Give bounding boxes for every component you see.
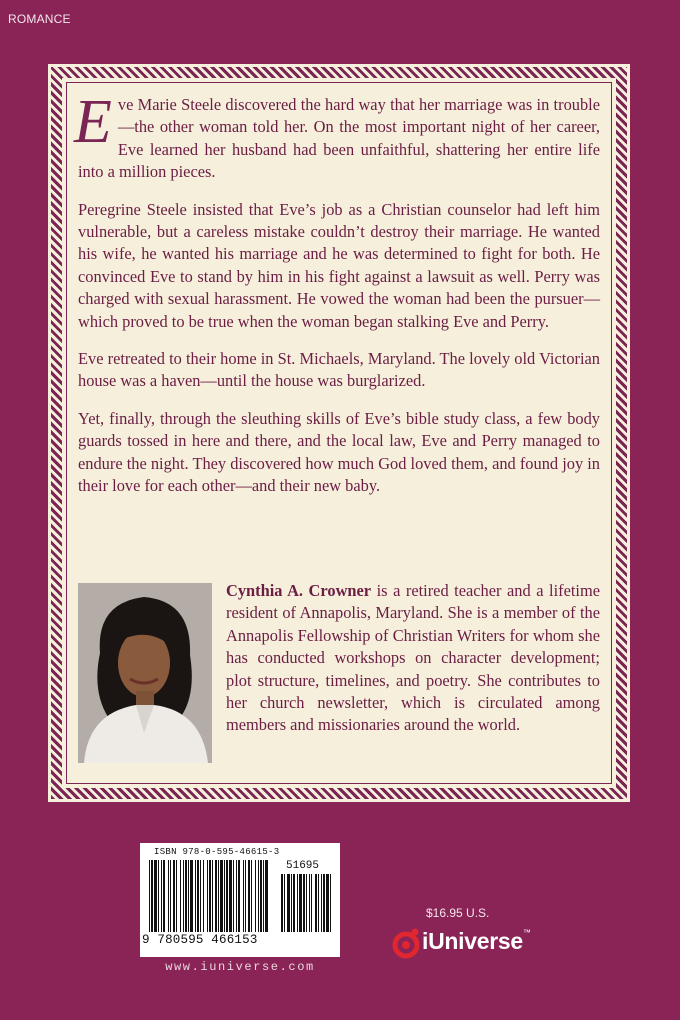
barcode-bar (229, 860, 232, 932)
blurb-paragraph-3: Eve retreated to their home in St. Michaels, Maryland. The lovely old Victorian house was a haven—until the house was burglarized. (78, 349, 600, 391)
barcode-bar (168, 860, 169, 932)
barcode-bar (238, 860, 240, 932)
barcode-bar (180, 860, 181, 932)
barcode-bar (188, 860, 189, 932)
barcode-bar (255, 860, 256, 932)
author-section (78, 580, 600, 770)
barcode-bar (161, 860, 162, 932)
barcode-bar (243, 860, 244, 932)
barcode-bars (149, 860, 334, 934)
barcode-number: 9 780595 466153 (142, 933, 258, 947)
price-code-label: 51695 (286, 860, 320, 872)
price-barcode-bar (287, 874, 290, 932)
iuniverse-logo-icon (392, 926, 422, 960)
isbn-label: ISBN 978-0-595-46615-3 (154, 847, 280, 857)
price-barcode-bar (293, 874, 295, 932)
barcode-bar (226, 860, 228, 932)
barcode-bar (263, 860, 264, 932)
barcode-bar (251, 860, 252, 932)
barcode-bar (215, 860, 217, 932)
barcode-bar (158, 860, 159, 932)
barcode-bar (200, 860, 201, 932)
drop-cap: E (74, 88, 112, 156)
barcode-bar (212, 860, 213, 932)
barcode-bar (163, 860, 165, 932)
price-barcode-bar (321, 874, 322, 932)
barcode-bar (151, 860, 153, 932)
publisher-name: iUniverse™ (422, 928, 531, 954)
barcode-bar (245, 860, 246, 932)
price-barcode-bar (311, 874, 312, 932)
price-label: $16.95 U.S. (426, 906, 490, 920)
blurb-paragraph-2: Peregrine Steele insisted that Eve’s job as a Christian counselor had left him vulnerable, but a careless mistake couldn’t destroy their marriage. He wanted his wife, he wanted his marriage and he was determined to fight for both. He convinced Eve to stand by him in his fight against a lawsuit as well. Perry was charged with sexual harassment. He vowed the woman had been the pursuer—which proved to be true when the woman began stalking Eve and Perry. (78, 199, 600, 331)
barcode-bar (190, 860, 193, 932)
barcode-bar (173, 860, 175, 932)
blurb-paragraph-1 (74, 88, 600, 184)
barcode-box (140, 843, 340, 957)
barcode-bar (233, 860, 234, 932)
barcode-bar (176, 860, 177, 932)
barcode-bar (265, 860, 268, 932)
publisher-logo (392, 926, 552, 960)
price-barcode-bar (281, 874, 283, 932)
barcode-bar (195, 860, 196, 932)
price-barcode-bar (284, 874, 285, 932)
price-barcode-bar (303, 874, 305, 932)
barcode-bar (224, 860, 225, 932)
blurb-paragraph-1-text: ve Marie Steele discovered the hard way that her marriage was in trouble—the other woman told her. On the most important night of her career, Eve learned her husband had been unfaithful, shattering her entire life into a million pieces. (78, 95, 600, 182)
barcode-bar (218, 860, 219, 932)
price-barcode-bar (323, 874, 325, 932)
price-barcode-bar (318, 874, 319, 932)
barcode-bar (236, 860, 237, 932)
author-photo (78, 583, 212, 763)
barcode-bar (183, 860, 184, 932)
price-barcode-bar (326, 874, 329, 932)
author-bio (226, 580, 600, 737)
barcode-bar (209, 860, 211, 932)
price-barcode-bar (315, 874, 317, 932)
blurb-paragraph-4: Yet, finally, through the sleuthing skills of Eve’s bible study class, a few body guards tossed in here and there, and the local law, Eve and Perry managed to endure the night. They discovered how much God loved them, and found joy in their love for each other—and their new baby. (78, 408, 600, 496)
back-cover-panel (48, 64, 630, 802)
price-barcode-bar (299, 874, 302, 932)
blurb (74, 88, 600, 513)
price-barcode-bar (309, 874, 310, 932)
barcode-bar (149, 860, 150, 932)
barcode-bar (260, 860, 262, 932)
price-barcode-bar (291, 874, 292, 932)
barcode-bar (220, 860, 223, 932)
price-barcode-bar (297, 874, 298, 932)
genre-label: ROMANCE (8, 12, 71, 26)
barcode-bar (154, 860, 157, 932)
barcode-bar (170, 860, 171, 932)
website-url[interactable]: www.iuniverse.com (165, 960, 315, 974)
barcode-bar (203, 860, 204, 932)
price-barcode-bar (330, 874, 331, 932)
barcode-bar (207, 860, 208, 932)
author-bio-text: is a retired teacher and a lifetime resident of Annapolis, Maryland. She is a member of the Annapolis Fellowship of Christian Writers for whom she has conducted workshops on character development; plot structure, timelines, and poetry. She contributes to her church newsletter, which is circulated among members and missionaries around the world. (226, 581, 600, 735)
barcode-bar (197, 860, 199, 932)
barcode-bar (185, 860, 187, 932)
barcode-bar (248, 860, 250, 932)
author-name: Cynthia A. Crowner (226, 581, 372, 600)
price-barcode-bar (306, 874, 307, 932)
barcode-bar (258, 860, 259, 932)
